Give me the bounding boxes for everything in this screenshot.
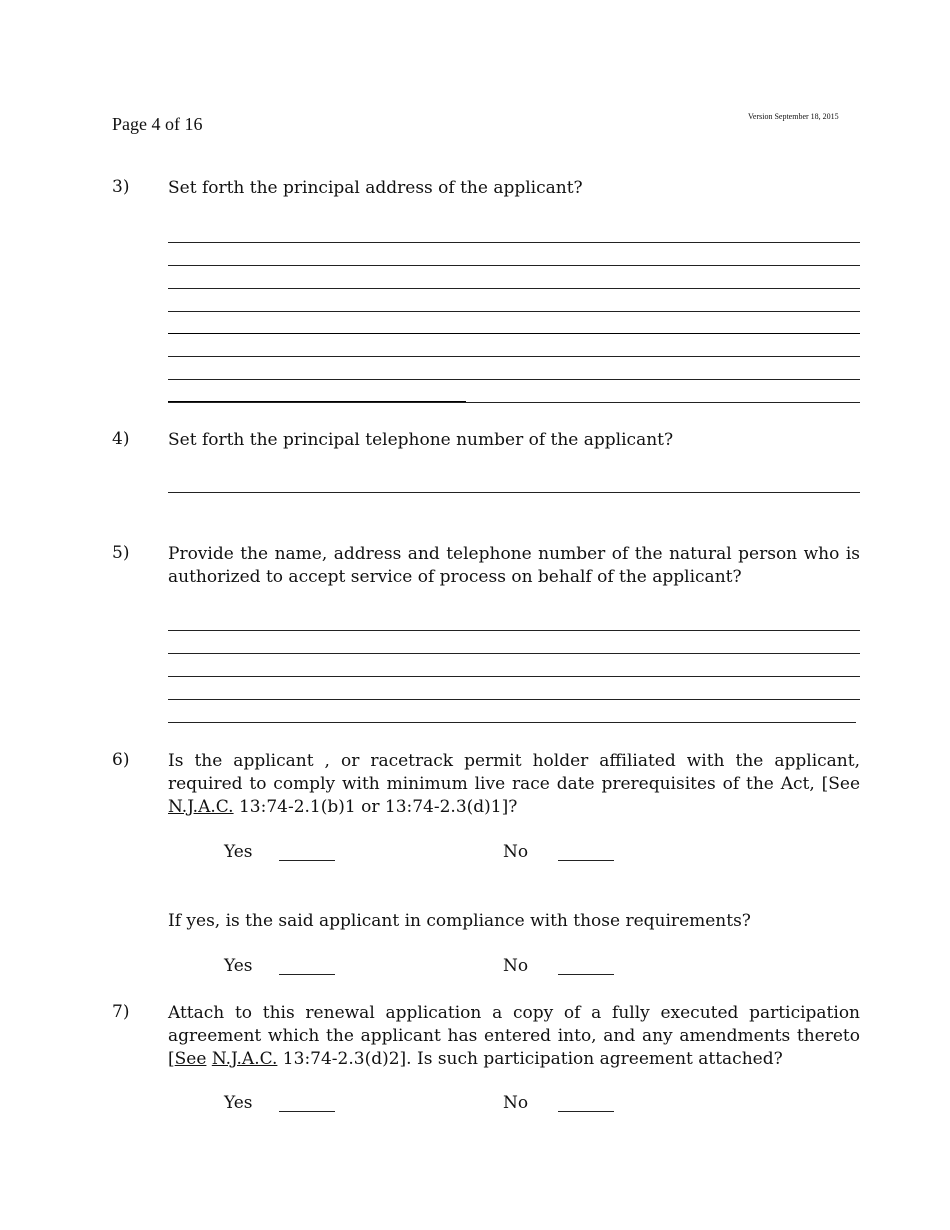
answer-line[interactable] — [168, 356, 860, 357]
answer-line[interactable] — [168, 402, 860, 403]
question-5-number: 5) — [112, 543, 130, 563]
answer-line[interactable] — [168, 722, 856, 723]
no-blank[interactable] — [558, 974, 614, 975]
answer-line[interactable] — [168, 242, 860, 243]
answer-line[interactable] — [168, 630, 860, 631]
see-reference: See — [174, 1049, 207, 1069]
answer-line[interactable] — [168, 379, 860, 380]
no-label: No — [503, 842, 529, 862]
answer-line[interactable] — [168, 288, 860, 289]
question-3-number: 3) — [112, 177, 130, 197]
yes-label: Yes — [224, 842, 253, 862]
no-blank[interactable] — [558, 1111, 614, 1112]
answer-line[interactable] — [168, 311, 860, 312]
answer-line[interactable] — [168, 676, 860, 677]
question-7-text-part: Attach to this renewal application a copy of a fully executed participation agreement which the applicant has entered into, and any amendments thereto [ — [168, 1003, 860, 1069]
answer-line[interactable] — [168, 653, 860, 654]
answer-line[interactable] — [168, 265, 860, 266]
njac-reference: N.J.A.C. — [168, 797, 234, 817]
question-4-number: 4) — [112, 429, 130, 449]
no-blank[interactable] — [558, 860, 614, 861]
answer-line[interactable] — [168, 699, 860, 700]
question-5-text: Provide the name, address and telephone number of the natural person who is authorized to accept service of process on behalf of the applicant? — [168, 544, 860, 587]
version-date: Version September 18, 2015 — [748, 112, 839, 121]
question-3-text: Set forth the principal address of the applicant? — [168, 178, 583, 198]
yes-blank[interactable] — [279, 974, 335, 975]
question-7-text-part: 13:74-2.3(d)2]. Is such participation agreement attached? — [277, 1049, 783, 1069]
yes-label: Yes — [224, 1093, 253, 1113]
yes-label: Yes — [224, 956, 253, 976]
telephone-answer-line[interactable] — [168, 492, 860, 493]
no-label: No — [503, 956, 529, 976]
question-7-number: 7) — [112, 1002, 130, 1022]
question-6-number: 6) — [112, 750, 130, 770]
answer-line-segment — [168, 401, 466, 402]
njac-reference: N.J.A.C. — [211, 1049, 278, 1069]
question-4-text: Set forth the principal telephone number of the applicant? — [168, 430, 674, 450]
yes-blank[interactable] — [279, 860, 335, 861]
no-label: No — [503, 1093, 529, 1113]
yes-blank[interactable] — [279, 1111, 335, 1112]
question-6-text-part: Is the applicant , or racetrack permit holder affiliated with the applicant, required to comply with minimum live race date prerequisites of the Act, [See — [168, 751, 860, 794]
question-7-text — [168, 1002, 860, 1071]
compliance-question: If yes, is the said applicant in compliance with those requirements? — [168, 911, 751, 931]
question-6-text — [168, 750, 860, 819]
question-6-text-part: 13:74-2.1(b)1 or 13:74-2.3(d)1]? — [233, 797, 518, 817]
answer-line[interactable] — [168, 333, 860, 334]
page-number: Page 4 of 16 — [112, 114, 203, 134]
